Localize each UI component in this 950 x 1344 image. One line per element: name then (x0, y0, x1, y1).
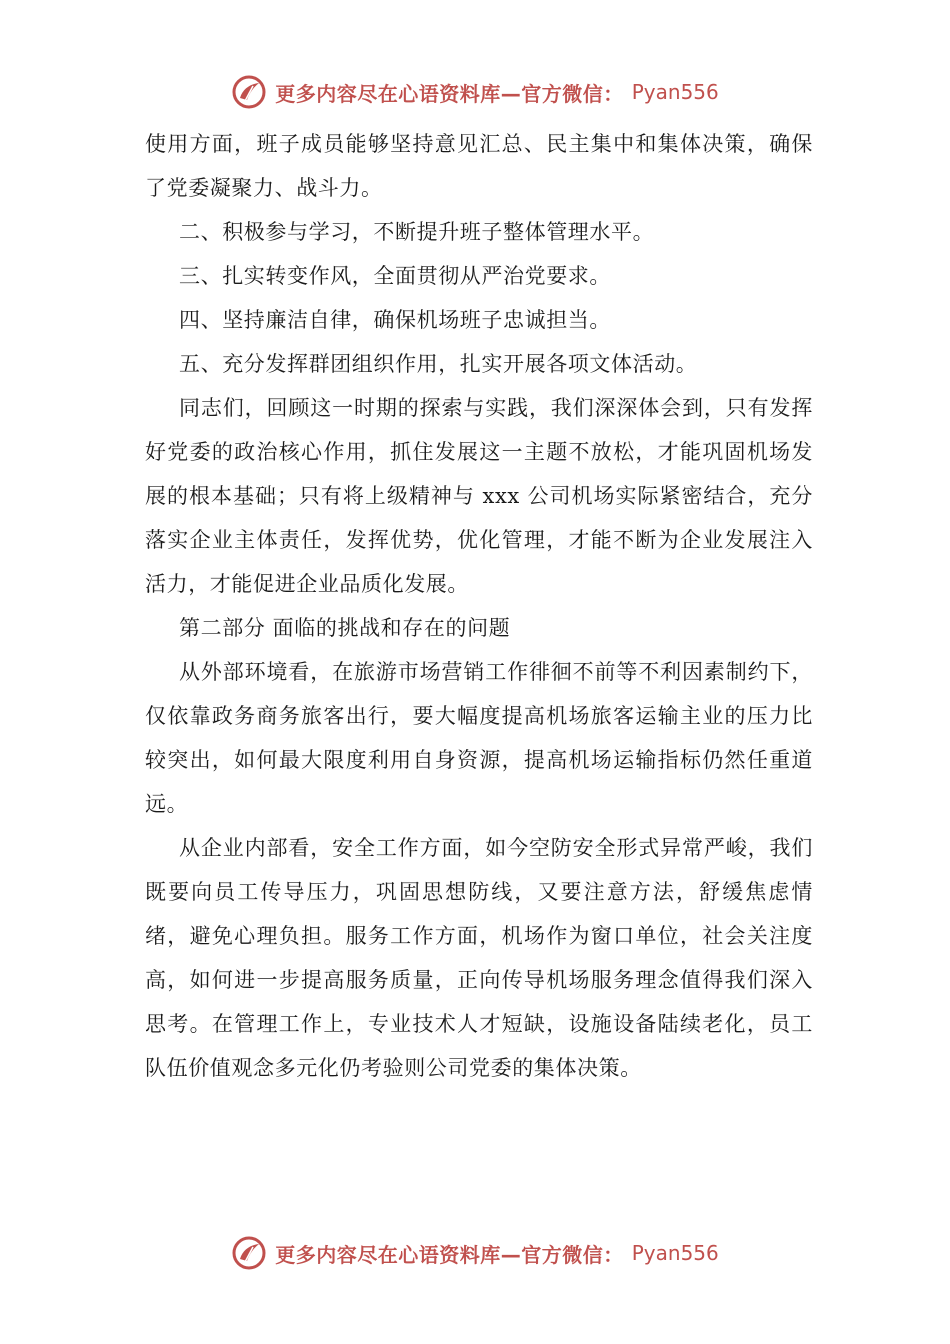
paragraph: 二、积极参与学习，不断提升班子整体管理水平。 (179, 220, 655, 244)
logo-icon (231, 1235, 267, 1271)
footer-watermark (0, 1231, 950, 1275)
logo-icon (231, 74, 267, 110)
paragraph: 从外部环境看，在旅游市场营销工作徘徊不前等不利因素制约下，仅依靠政务商务旅客出行，要大幅度提高机场旅客运输主业的压力比较突出，如何最大限度利用自身资源，提高机场运输指标仍然任重道远。 (145, 660, 813, 816)
document-body (145, 122, 813, 1090)
section-heading: 第二部分 面临的挑战和存在的问题 (179, 616, 511, 640)
paragraph: 三、扎实转变作风，全面贯彻从严治党要求。 (179, 264, 611, 288)
watermark-wechat-id: Pyan556 (631, 1241, 719, 1265)
header-watermark (0, 70, 950, 114)
watermark-text: 更多内容尽在心语资料库—官方微信： (275, 1242, 624, 1267)
watermark-text: 更多内容尽在心语资料库—官方微信： (275, 81, 624, 106)
paragraph: 五、充分发挥群团组织作用，扎实开展各项文体活动。 (179, 352, 698, 376)
paragraph: 同志们，回顾这一时期的探索与实践，我们深深体会到，只有发挥好党委的政治核心作用，抓住发展这一主题不放松，才能巩固机场发展的根本基础；只有将上级精神与 xxx 公司机场实际紧密结合，充分落实企业主体责任，发挥优势，优化管理，才能不断为企业发展注入活力，才能促进企业品质化发展。 (145, 396, 813, 596)
watermark-wechat-id: Pyan556 (631, 80, 719, 104)
paragraph: 四、坚持廉洁自律，确保机场班子忠诚担当。 (179, 308, 611, 332)
paragraph: 从企业内部看，安全工作方面，如今空防安全形式异常严峻，我们既要向员工传导压力，巩固思想防线，又要注意方法，舒缓焦虑情绪，避免心理负担。服务工作方面，机场作为窗口单位，社会关注度高，如何进一步提高服务质量，正向传导机场服务理念值得我们深入思考。在管理工作上，专业技术人才短缺，设施设备陆续老化，员工队伍价值观念多元化仍考验则公司党委的集体决策。 (145, 836, 813, 1080)
paragraph: 使用方面，班子成员能够坚持意见汇总、民主集中和集体决策，确保了党委凝聚力、战斗力。 (145, 132, 813, 200)
